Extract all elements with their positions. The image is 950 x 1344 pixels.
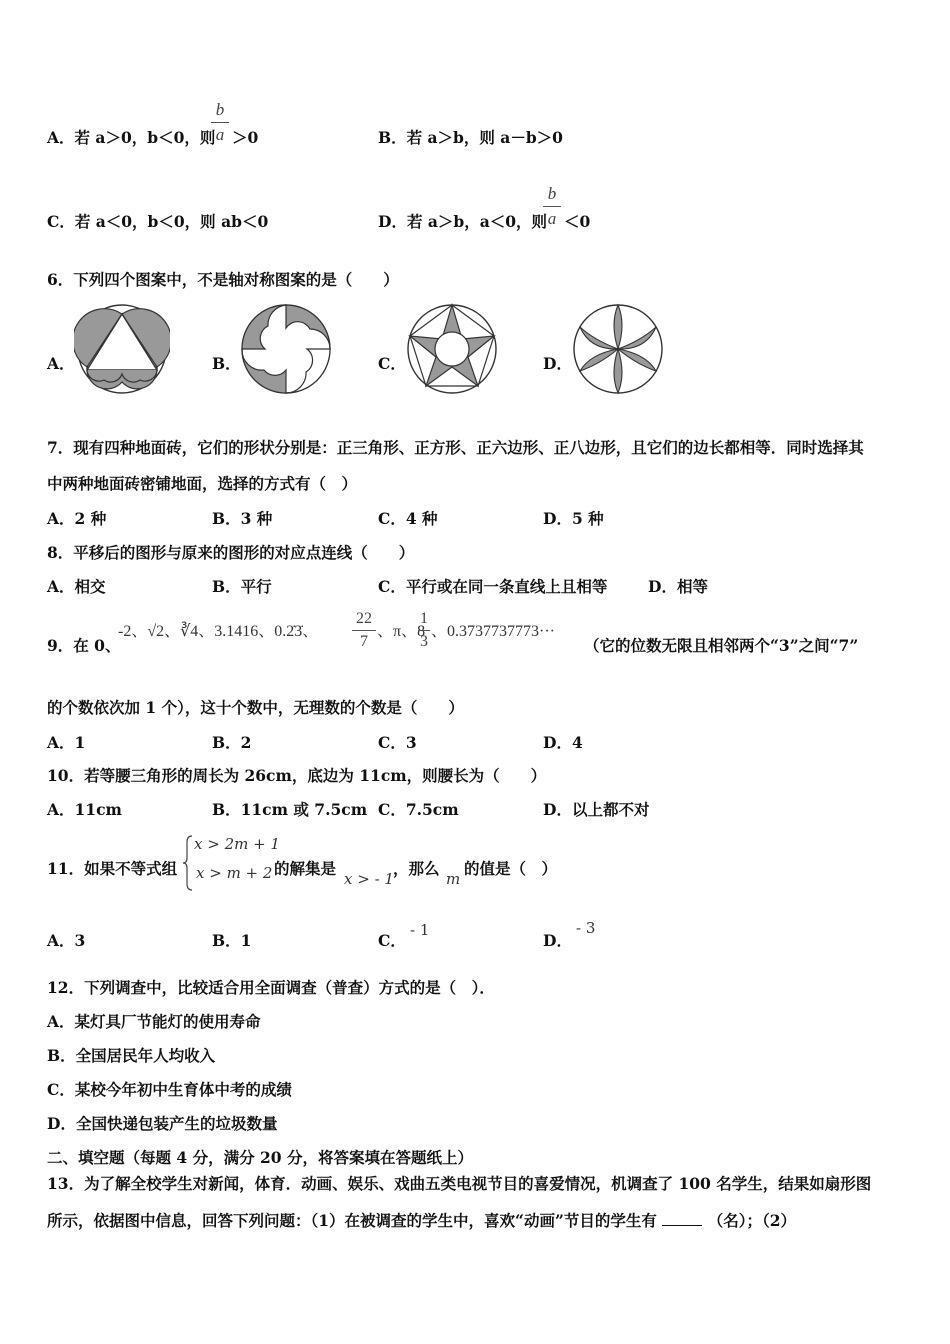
q12-option-d: D．全国快递包装产生的垃圾数量	[47, 1114, 278, 1133]
q11-stem-pre: 11．如果不等式组	[47, 859, 178, 878]
q11-option-d: D．	[543, 931, 572, 950]
q12-stem: 12．下列调查中，比较适合用全面调查（普查）方式的是（ ）．	[47, 978, 495, 997]
q8-stem: 8．平移后的图形与原来的图形的对应点连线（ ）	[47, 543, 415, 562]
q6-label-b: B．	[212, 354, 241, 373]
q11-inequality-1: x > 2m + 1	[194, 835, 280, 853]
q10-option-b: B．11cm 或 7.5cm	[212, 800, 368, 819]
q5-a-fraction	[211, 100, 229, 145]
q11-inequality-2: x > m + 2	[196, 864, 273, 882]
q12-option-c: C．某校今年初中生育体中考的成绩	[47, 1080, 292, 1099]
q9-stem-pre: 9．在 0、	[47, 636, 121, 655]
q13-stem-line2-pre: 所示，依据图中信息，回答下列问题：（1）在被调查的学生中，喜欢“动画”节目的学生有	[47, 1211, 657, 1230]
brace-icon	[182, 834, 194, 892]
q5-option-a	[47, 128, 215, 148]
q5-d-fraction	[543, 184, 561, 229]
q11-option-c-value: - 1	[410, 921, 430, 939]
q11-option-d-value: - 3	[576, 919, 596, 937]
q5-option-b: B．若 a＞b，则 a－b＞0	[378, 128, 563, 147]
q13-stem-line2	[47, 1211, 796, 1231]
figure-a-triangle-arcs	[74, 302, 170, 396]
q6-label-d: D．	[543, 354, 572, 373]
q13-stem-line2-post: （名）；（2）	[707, 1211, 796, 1230]
q11-option-b: B．1	[212, 931, 252, 950]
q6-stem: 6．下列四个图案中，不是轴对称图案的是（ ）	[47, 270, 399, 289]
q9-f1-denominator: 7	[360, 633, 368, 650]
q6-label-a: A．	[47, 354, 75, 373]
q11-stem-mid: 的解集是	[274, 859, 337, 878]
q11-option-c: C．	[378, 931, 406, 950]
q7-stem-line1: 7．现有四种地面砖，它们的形状分别是：正三角形、正方形、正六边形、正八边形，且它们的边长都相等．同时选择其	[47, 438, 864, 457]
q7-option-d: D．5 种	[543, 509, 604, 528]
q9-number-list-1: -2、√2、∛4、3.1416、0.2̇3̇、	[118, 623, 319, 640]
q5-option-a-text: A．若 a＞0，b＜0，则	[47, 128, 216, 147]
q11-stem-post: 的值是（ ）	[464, 859, 558, 878]
q10-option-a: A．11cm	[47, 800, 122, 819]
q9-option-b: B．2	[212, 733, 252, 752]
q8-option-c: C．平行或在同一条直线上且相等	[378, 577, 608, 596]
q5-a-denominator: a	[215, 125, 225, 144]
q12-option-b: B．全国居民年人均收入	[47, 1046, 216, 1065]
q8-option-d: D．相等	[648, 577, 708, 596]
q6-label-c: C．	[378, 354, 406, 373]
q10-stem: 10．若等腰三角形的周长为 26cm，底边为 11cm，则腰长为（ ）	[47, 766, 547, 785]
q9-f2-denominator: 3	[420, 633, 428, 650]
figure-d-flower	[570, 302, 666, 396]
q10-option-d: D．以上都不对	[543, 800, 650, 819]
answer-blank[interactable]	[662, 1225, 702, 1226]
q7-option-c: C．4 种	[378, 509, 438, 528]
q9-fraction-1-3	[418, 610, 430, 651]
q5-d-denominator: a	[547, 209, 557, 228]
q9-f1-numerator: 22	[356, 610, 372, 627]
q9-fraction-22-7	[352, 610, 376, 651]
q7-option-b: B．3 种	[212, 509, 273, 528]
q13-stem-line1: 13．为了解全校学生对新闻，体育．动画、娱乐、戏曲五类电视节目的喜爱情况，机调查了 100 名学生，结果如扇形图	[47, 1174, 872, 1193]
q5-option-c: C．若 a＜0，b＜0，则 ab＜0	[47, 212, 269, 231]
q11-variable-m: m	[446, 870, 461, 888]
q8-option-b: B．平行	[212, 577, 272, 596]
q11-option-a: A．3	[47, 931, 86, 950]
q9-stem-line2: 的个数依次加 1 个），这十个数中，无理数的个数是（ ）	[47, 698, 464, 717]
q11-solution-set: x > - 1	[344, 870, 394, 888]
q12-option-a: A．某灯具厂节能灯的使用寿命	[47, 1012, 261, 1031]
q5-d-numerator: b	[547, 184, 557, 203]
q7-option-a: A．2 种	[47, 509, 107, 528]
q9-number-list-3: 、0.3737737773···	[431, 623, 555, 640]
figure-c-star-pentagon	[404, 302, 500, 396]
q9-option-c: C．3	[378, 733, 417, 752]
q9-f2-numerator: 1	[420, 610, 428, 627]
q8-option-a: A．相交	[47, 577, 106, 596]
q5-option-d: D．若 a＞b，a＜0，则	[378, 212, 548, 231]
q9-option-a: A．1	[47, 733, 86, 752]
q7-stem-line2: 中两种地面砖密铺地面，选择的方式有（ ）	[47, 474, 358, 493]
q10-option-c: C．7.5cm	[378, 800, 459, 819]
q11-stem-mid2: ，那么	[393, 859, 440, 878]
figure-b-pinwheel	[238, 302, 334, 396]
q5-a-post: ＞0	[232, 128, 259, 147]
q9-option-d: D．4	[543, 733, 583, 752]
q5-a-numerator: b	[215, 100, 225, 119]
section-heading-fill-in: 二、填空题（每题 4 分，满分 20 分，将答案填在答题纸上）	[47, 1148, 473, 1167]
q9-number-list-2: 、π、8	[377, 623, 426, 640]
q9-stem-post: （它的位数无限且相邻两个“3”之间“7”	[584, 636, 859, 655]
q5-d-post: ＜0	[564, 212, 591, 231]
